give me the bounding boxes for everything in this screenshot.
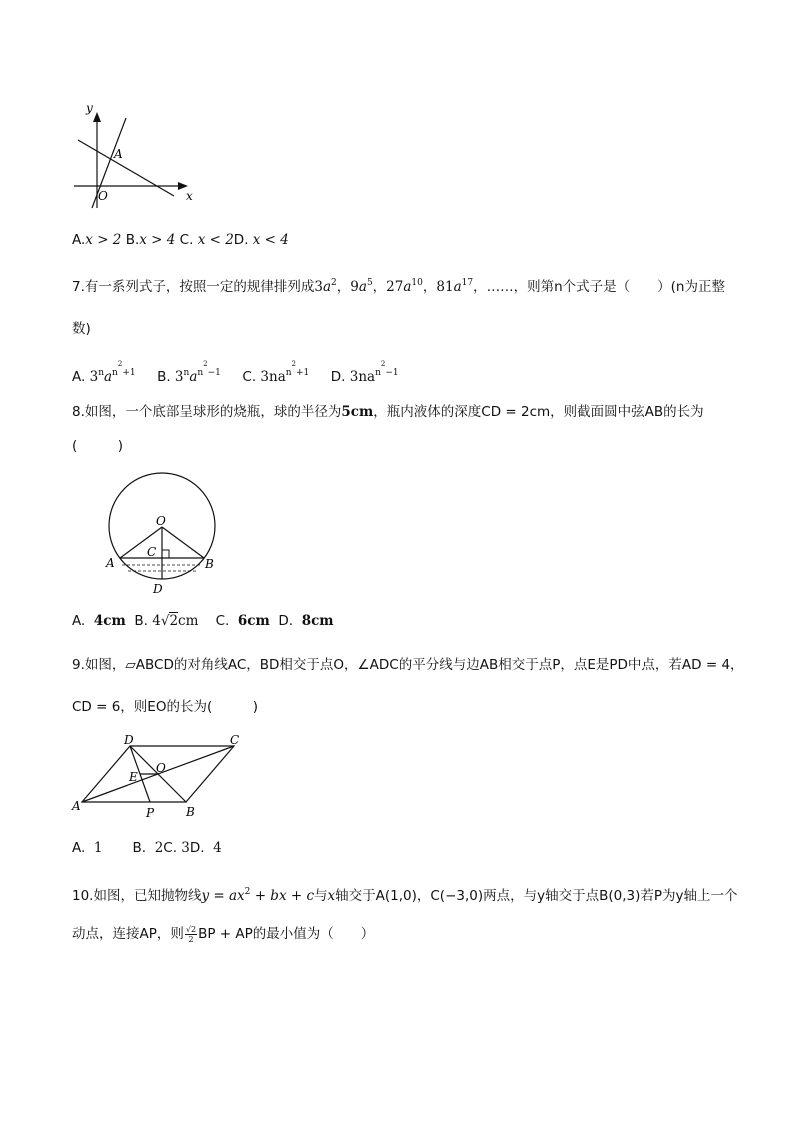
- q10-stem-line2: [72, 922, 374, 944]
- q9-text-line2: CD = 6，则EO的长为( ): [72, 699, 258, 715]
- q7-sep-1: ，: [336, 279, 351, 295]
- q7-option-d-label: D.: [330, 369, 346, 385]
- q10-text-line2-b: BP + AP的最小值为（ ）: [198, 926, 375, 942]
- q8-stem-line1: [72, 400, 704, 420]
- q8-number: 8.: [72, 404, 85, 420]
- q7-text-before: 有一系列式子，按照一定的规律排列成: [84, 279, 315, 295]
- q7-term3-coef: 27: [386, 279, 404, 295]
- q7-term2-coef: 9: [350, 279, 359, 295]
- q9-option-a: 1: [93, 840, 103, 856]
- segment-ob: [162, 527, 204, 558]
- q9-option-c-label: C.: [163, 840, 177, 856]
- q7-option-a-exp-head: n: [112, 368, 118, 378]
- q7-sep-2: ，: [372, 279, 387, 295]
- q10-formula-y: y = ax: [201, 888, 245, 904]
- q7-term2-var: a: [358, 279, 367, 295]
- q7-term2-exp: 5: [366, 278, 373, 288]
- q10-text-line2-a: 动点，连接AP，则: [72, 926, 184, 942]
- line-decreasing: [78, 140, 174, 196]
- q7-stem-line1: [72, 275, 725, 295]
- q7-option-a-base-exp: n: [98, 368, 104, 378]
- q9-options: [72, 840, 222, 856]
- q9-option-b-label: B.: [132, 840, 147, 856]
- q10-text-b: 与: [314, 888, 328, 904]
- q7-option-a-label: A.: [72, 369, 86, 385]
- q7-option-b-var: a: [189, 369, 198, 385]
- q7-option-b: [157, 360, 225, 385]
- q9-stem-line2: [72, 695, 258, 715]
- q7-option-c: [242, 360, 313, 385]
- q7-term4-coef: 81: [436, 279, 454, 295]
- q7-option-c-exp-tail: +1: [296, 368, 310, 378]
- q7-option-b-exp-sq: 2: [203, 360, 208, 368]
- q9-label-o: O: [156, 761, 166, 775]
- q6-option-b: x > 4: [139, 232, 176, 248]
- q6-option-b-label: B.: [125, 232, 140, 248]
- q6-graph-figure: [70, 100, 200, 210]
- q8-stem-line2: [72, 434, 123, 454]
- q8-label-o: O: [156, 514, 166, 528]
- q6-option-a: x > 2: [85, 232, 122, 248]
- q7-option-b-exp-tail: −1: [207, 368, 221, 378]
- q10-axis-x: x: [327, 888, 336, 904]
- q10-formula-exp: 2: [244, 887, 251, 897]
- q7-number: 7.: [72, 279, 85, 295]
- q7-option-a-var: a: [103, 369, 113, 385]
- q8-option-c: 6cm: [237, 613, 270, 629]
- q9-option-a-label: A.: [72, 840, 86, 856]
- q7-option-d-exp-head: n: [375, 368, 381, 378]
- q9-option-d-label: D.: [189, 840, 205, 856]
- q7-term4-exp: 17: [461, 278, 474, 288]
- q8-radius: 5cm: [341, 404, 374, 420]
- q7-option-c-exp-head: n: [285, 368, 292, 378]
- q6-option-c-label: C.: [179, 232, 194, 248]
- q8-label-a: A: [106, 556, 115, 570]
- q7-ellipsis: ……: [486, 279, 514, 295]
- q8-circle-figure: [100, 455, 225, 600]
- q8-label-c: C: [147, 545, 157, 559]
- q7-term1-coef: 3: [314, 279, 323, 295]
- q9-label-e: E: [129, 770, 138, 784]
- q6-option-a-label: A.: [72, 232, 86, 248]
- q6-option-d-label: D.: [233, 232, 249, 248]
- q7-option-d-exp-tail: −1: [385, 368, 399, 378]
- q10-text-c: 轴交于A(1,0)，C(−3,0)两点，与y轴交于点B(0,3)若P为y轴上一个: [335, 888, 738, 904]
- q7-option-b-base: 3: [174, 369, 184, 385]
- q9-option-d: 4: [213, 840, 222, 856]
- fig1-label-a: A: [114, 147, 123, 161]
- q8-option-d: 8cm: [301, 613, 334, 629]
- q7-text-after: ，则第n个式子是（ ）(n为正整: [513, 279, 725, 295]
- q7-option-b-exp-head: n: [197, 368, 204, 378]
- q8-option-a: 4cm: [93, 613, 126, 629]
- q7-options: [72, 360, 399, 385]
- q7-option-c-exp: [285, 360, 310, 378]
- q9-label-c: C: [230, 733, 240, 747]
- q7-option-c-label: C.: [242, 369, 257, 385]
- q8-option-b-coef: 4: [152, 613, 161, 629]
- q9-text-line1: 如图，▱ABCD的对角线AC，BD相交于点O，∠ADC的平分线与边AB相交于点P，点E是PD中点，若AD = 4，: [84, 657, 744, 673]
- q7-option-b-label: B.: [157, 369, 171, 385]
- q9-label-p: P: [146, 806, 155, 820]
- q8-option-b-unit: cm: [178, 613, 199, 629]
- q9-parallelogram-figure: [70, 732, 245, 824]
- q7-option-d-base: 3na: [349, 369, 376, 385]
- q7-term4-var: a: [453, 279, 462, 295]
- q7-term1-exp: 2: [331, 278, 337, 288]
- fig1-label-o: O: [98, 189, 108, 203]
- q7-term3-var: a: [403, 279, 412, 295]
- q7-option-a-exp-sq: 2: [117, 360, 123, 368]
- q8-options: [72, 613, 334, 629]
- q7-term1-var: a: [322, 279, 332, 295]
- q7-sep-3: ，: [422, 279, 437, 295]
- q7-option-a: [72, 360, 140, 385]
- q8-label-b: B: [205, 557, 214, 571]
- q10-number: 10.: [72, 888, 94, 904]
- q9-label-b: B: [186, 805, 195, 819]
- q9-label-a: A: [72, 799, 81, 813]
- q7-option-d-exp-sq: 2: [380, 360, 386, 368]
- q7-text-line2: 数): [72, 321, 91, 337]
- q8-text-line2: ( ): [72, 438, 124, 454]
- right-angle-mark: [162, 550, 169, 558]
- q7-stem-line2: [72, 317, 91, 337]
- q9-option-b: 2: [154, 840, 164, 856]
- q8-option-b-label: B.: [134, 613, 148, 629]
- q7-option-d: [330, 360, 399, 385]
- q8-text-a: 如图，一个底部呈球形的烧瓶，球的半径为: [84, 404, 342, 420]
- q7-option-a-exp-tail: +1: [122, 368, 136, 378]
- q7-option-b-exp: [197, 360, 221, 378]
- q10-fraction-denominator: 2: [188, 934, 194, 944]
- q6-options: [72, 232, 289, 248]
- q6-option-c: x < 2: [197, 232, 234, 248]
- q9-option-c: 3: [181, 840, 190, 856]
- q7-option-d-exp: [375, 360, 399, 378]
- y-axis-arrow: [93, 112, 101, 122]
- q8-option-d-label: D.: [278, 613, 294, 629]
- q7-term3-exp: 10: [411, 278, 423, 288]
- q8-option-a-label: A.: [72, 613, 86, 629]
- q7-option-a-base: 3: [89, 369, 99, 385]
- q7-option-b-base-exp: n: [183, 368, 190, 378]
- q7-sep-4: ，: [473, 279, 487, 295]
- q10-formula-rest: + bx + c: [250, 888, 315, 904]
- q9-label-d: D: [124, 733, 134, 747]
- q9-number: 9.: [72, 657, 85, 673]
- q7-option-a-exp: [112, 360, 136, 378]
- q8-option-b-radicand: 2: [169, 613, 179, 629]
- q10-fraction: [185, 925, 197, 944]
- fig1-label-y: y: [86, 101, 93, 115]
- q10-fraction-numerator: √2: [185, 924, 197, 934]
- q7-option-c-exp-sq: 2: [291, 360, 297, 368]
- q7-option-c-base: 3na: [260, 369, 286, 385]
- q8-text-b: ，瓶内液体的深度CD = 2cm，则截面圆中弦AB的长为: [373, 404, 704, 420]
- q10-text-a: 如图，已知抛物线: [93, 888, 202, 904]
- sqrt-symbol: √: [160, 613, 170, 629]
- q8-option-b: [152, 612, 198, 629]
- q8-option-c-label: C.: [215, 613, 230, 629]
- q8-label-d: D: [153, 582, 163, 596]
- q10-stem-line1: [72, 884, 738, 904]
- q6-option-d: x < 4: [252, 232, 289, 248]
- fig1-label-x: x: [186, 189, 193, 203]
- q9-stem-line1: [72, 653, 744, 673]
